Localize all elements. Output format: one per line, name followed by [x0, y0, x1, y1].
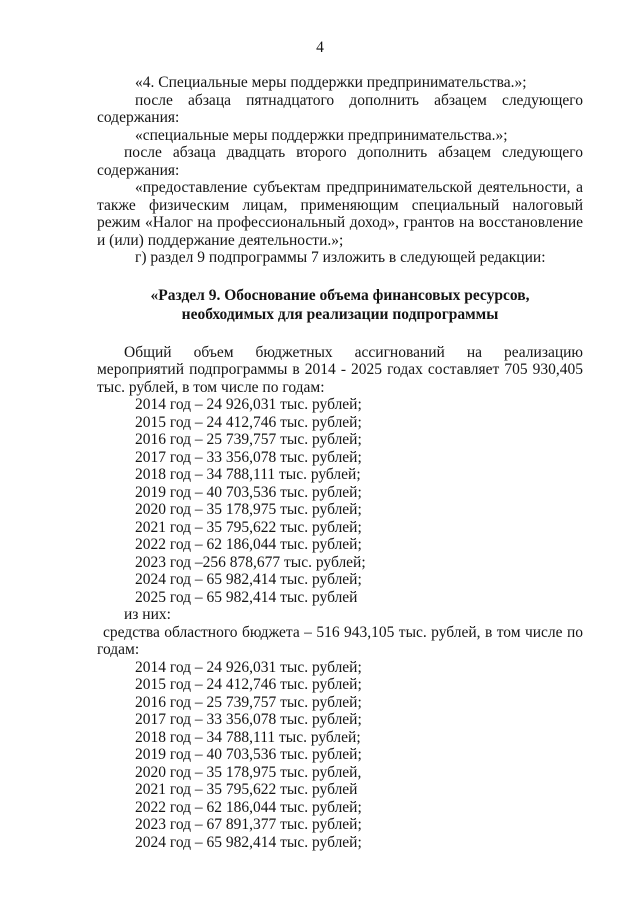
section-heading-line-1: «Раздел 9. Обоснование объема финансовых ресурсов,	[150, 286, 530, 304]
amendment-line-4: после абзаца двадцать второго дополнить абзацем следующего содержания:	[97, 144, 583, 179]
list-item: 2025 год – 65 982,414 тыс. рублей	[135, 588, 358, 606]
list-item: 2019 год – 40 703,536 тыс. рублей;	[135, 746, 362, 763]
list-item: 2020 год – 35 178,975 тыс. рублей,	[135, 763, 362, 781]
list-item: 2015 год – 24 412,746 тыс. рублей;	[135, 413, 362, 431]
list-item: 2016 год – 25 739,757 тыс. рублей;	[135, 431, 362, 448]
total-years-list	[97, 396, 583, 606]
list-item: 2019 год – 40 703,536 тыс. рублей;	[135, 483, 362, 501]
list-item: 2023 год – 67 891,377 тыс. рублей;	[135, 816, 362, 833]
list-item: 2018 год – 34 788,111 тыс. рублей;	[135, 728, 361, 746]
list-item: 2024 год – 65 982,414 тыс. рублей;	[135, 833, 362, 851]
of-them-label: из них:	[124, 606, 171, 623]
list-item: 2024 год – 65 982,414 тыс. рублей;	[135, 571, 362, 588]
amendment-line-2: после абзаца пятнадцатого дополнить абзацем следующего содержания:	[97, 91, 583, 126]
list-item: 2023 год –256 878,677 тыс. рублей;	[135, 553, 366, 571]
amendment-line-5: «предоставление субъектам предпринимательской деятельности, а также физическим лицам, применяющим специальный налоговый режим «Налог на профессиональный доход», грантов на восстановление и (или) поддержание деятельности.»;	[97, 179, 583, 249]
amendment-line-1: «4. Специальные меры поддержки предпринимательства.»;	[135, 74, 527, 91]
section-heading	[97, 286, 583, 324]
list-item: 2022 год – 62 186,044 тыс. рублей;	[135, 536, 362, 553]
list-item: 2017 год – 33 356,078 тыс. рублей;	[135, 711, 362, 728]
amendment-line-3: «специальные меры поддержки предпринимательства.»;	[135, 126, 508, 144]
amendment-line-6: г) раздел 9 подпрограммы 7 изложить в следующей редакции:	[135, 249, 546, 266]
list-item: 2016 год – 25 739,757 тыс. рублей;	[135, 693, 362, 711]
list-item: 2021 год – 35 795,622 тыс. рублей;	[135, 518, 362, 536]
list-item: 2022 год – 62 186,044 тыс. рублей;	[135, 798, 362, 816]
total-funding-paragraph: Общий объем бюджетных ассигнований на реализацию мероприятий подпрограммы в 2014 - 2025 годах составляет 705 930,405 тыс. рублей, в том числе по годам:	[97, 343, 583, 396]
regional-budget-paragraph: средства областного бюджета – 516 943,105 тыс. рублей, в том числе по годам:	[97, 623, 583, 658]
list-item: 2014 год – 24 926,031 тыс. рублей;	[135, 658, 362, 676]
section-heading-line-2: необходимых для реализации подпрограммы	[181, 305, 499, 323]
list-item: 2021 год – 35 795,622 тыс. рублей	[135, 781, 358, 798]
list-item: 2015 год – 24 412,746 тыс. рублей;	[135, 676, 362, 693]
list-item: 2017 год – 33 356,078 тыс. рублей;	[135, 448, 362, 466]
list-item: 2020 год – 35 178,975 тыс. рублей;	[135, 501, 362, 518]
list-item: 2014 год – 24 926,031 тыс. рублей;	[135, 396, 362, 413]
list-item: 2018 год – 34 788,111 тыс. рублей;	[135, 466, 361, 483]
regional-years-list	[97, 659, 583, 852]
page-number: 4	[316, 39, 324, 56]
document-body	[97, 74, 583, 851]
